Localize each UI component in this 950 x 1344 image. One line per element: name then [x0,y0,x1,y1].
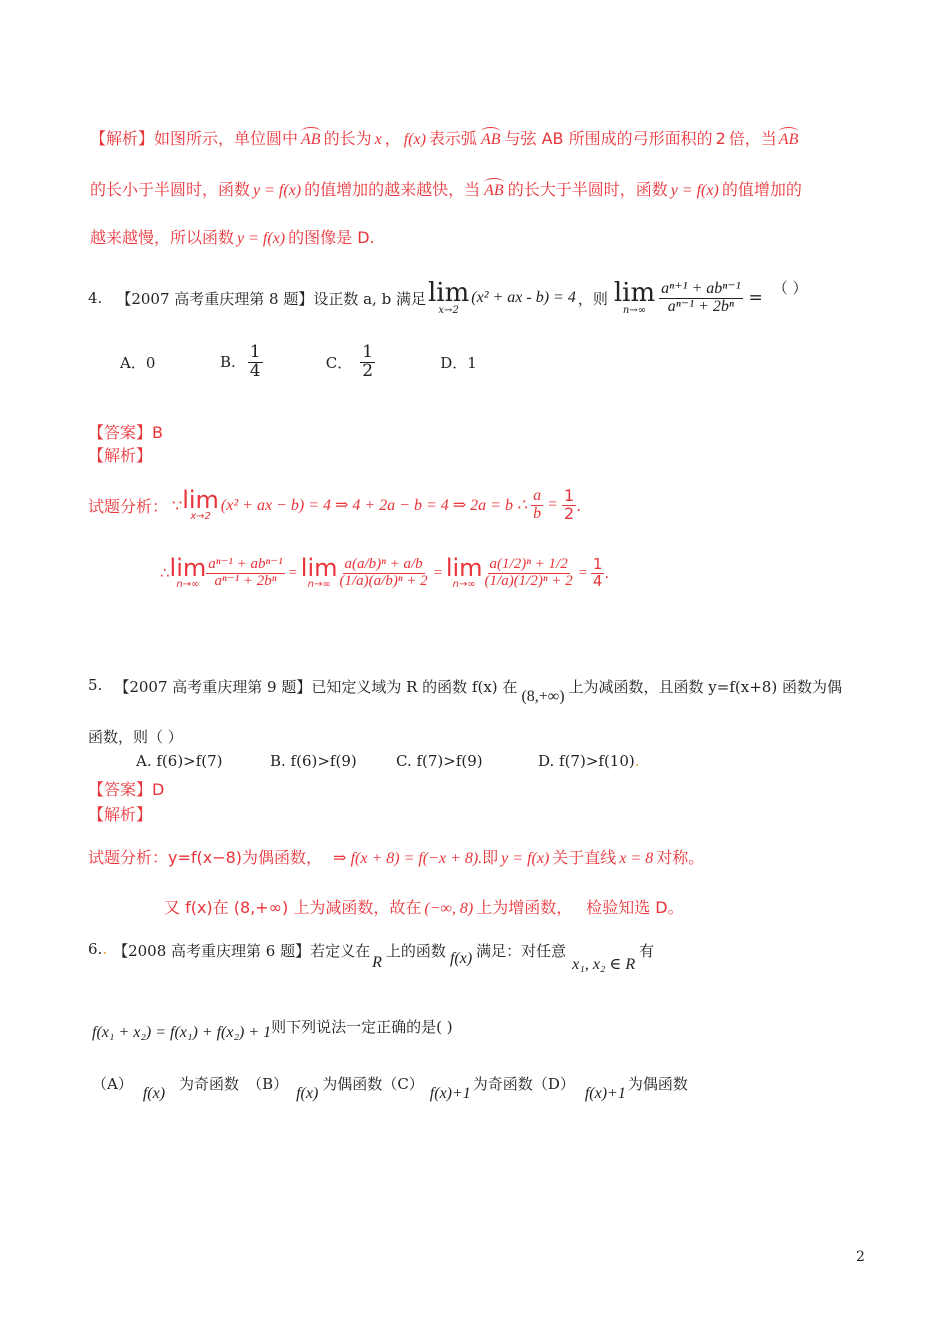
q4-option-b-fraction: $\frac{1}{4}$ [249,342,261,381]
q4-option-a: A．0 [120,353,156,372]
q4-limit-2: lim n→∞ [613,278,656,316]
q6-option-c-fx: f(x)+1 [429,1085,471,1102]
q4-option-b: B. [220,353,236,372]
q5-stem-line-1: 5. 【2007 高考重庆理第 9 题】 已知定义域为 R 的函数 f(x) 在 (8,+∞) 上为减函数，且函数 y=f(x+8) 函数为偶 [88,676,842,705]
q4-option-c: C． [325,353,353,372]
q6-option-c-text: 为奇函数 [472,1075,533,1093]
q6-option-d-text: 为偶函数 [627,1075,688,1093]
q5-stem-line-2: 函数，则（ ） [88,728,183,746]
q6-option-a-text: 为奇函数 [179,1075,240,1093]
q6-number: 6. [88,940,103,958]
q6-option-d-label: （D） [532,1075,575,1093]
q6-option-b-fx: f(x) [296,1085,319,1102]
q6-option-b-text: 为偶函数 [322,1075,383,1093]
q6-option-a-fx: f(x) [142,1085,166,1102]
q5-option-b: B. f(6)>f(9) [270,752,357,770]
q4-source: 【2007 高考重庆理第 8 题】 [116,289,314,308]
top-analysis-line-2: 的长小于半圆时，函数 y = f(x) 的值增加的越来越快，当 AB 的长大于半圆时，函数 y = f(x) 的值增加的 [90,180,802,199]
q4-solution-line-2: ∴ lim n→∞ $\frac{\text{aⁿ⁻¹ + abⁿ⁻¹}}{\text{aⁿ⁻¹ + 2bⁿ}}$ = lim n→∞ $\frac{\text{a(a/b)ⁿ + a/b}}{\text{(1/a)(a/b)ⁿ + 2}}$ = lim n→∞ $\frac{\text{a(1/2)ⁿ + 1/2}}{\text{(1/a)(1/2)ⁿ + 2}}$ = $\frac{1}{4}$ . [160,554,610,590]
q5-source: 【2007 高考重庆理第 9 题】 [114,678,312,696]
q4-option-d: D．1 [440,353,477,372]
top-analysis-line-1: 【解析】如图所示，单位圆中 AB 的长为 x ， f(x) 表示弧 AB 与弦 AB 所围成的弓形面积的 2 倍，当 AB [90,129,799,148]
q4-stem: 4. 【2007 高考重庆理第 8 题】 设正数 a, b 满足 lim x→2 (x² + ax - b) = 4 ，则 lim n→∞ $\frac{\text{aⁿ⁺¹ + abⁿ⁻¹}}{\text{aⁿ⁻¹ + 2bⁿ}}$ = （ ） [88,278,808,316]
q6-stem-line-1: 6. . 【2008 高考重庆理第 6 题】 若定义在 R 上的函数 f(x) 满足：对任意 x₁, x₂ ∈ R 有 [88,940,655,973]
q5-analysis-label: 【解析】 [88,805,153,824]
page-number: 2 [856,1249,865,1265]
q5-option-c: C. f(7)>f(9) [396,752,483,770]
analysis-label: 【解析】 [90,129,155,148]
q5-options: A. f(6)>f(7) B. f(6)>f(9) C. f(7)>f(9) D. f(7)>f(10) . [136,752,640,770]
q6-options [92,1073,688,1103]
q4-solution-line-1: 试题分析： ∵ lim x→2 (x² + ax − b) = 4 ⇒ 4 + 2a − b = 4 ⇒ 2a = b ∴ $\frac{a}{b}$ = $\frac{1}{2}$ . [88,486,582,523]
q6-option-d-fx: f(x)+1 [584,1085,626,1102]
q4-option-c-fraction: $\frac{1}{2}$ [362,342,374,381]
q6-option-a-label: （A） [92,1075,133,1093]
q4-options [120,344,477,381]
q6-stem-line-2: f(x₁ + x₂) = f(x₁) + f(x₂) + 1 则下列说法一定正确的是( ) [92,1018,453,1041]
q4-answer: 【答案】B [88,423,163,442]
q6-option-c-label: （C） [382,1075,424,1093]
q5-number: 5. [88,676,103,694]
top-analysis-line-3: 越来越慢，所以函数 y = f(x) 的图像是 D. [90,228,375,247]
q6-option-b-label: （B） [247,1075,289,1093]
q4-number: 4. [88,289,103,307]
q5-solution-line-1: 试题分析：y=f(x−8)为偶函数， ⇒ f(x + 8) = f(−x + 8).即 y = f(x) 关于直线 x = 8 对称。 [88,848,705,867]
q4-limit-1: lim x→2 [427,278,470,316]
q5-option-a: A. f(6)>f(7) [136,752,223,770]
q4-analysis-label: 【解析】 [88,446,153,465]
q5-option-d: D. f(7)>f(10) [538,752,635,770]
q4-fraction: $\frac{\text{aⁿ⁺¹ + abⁿ⁻¹}}{\text{aⁿ⁻¹ + 2bⁿ}}$ [661,279,741,315]
q5-answer: 【答案】D [88,780,165,799]
q6-source: 【2008 高考重庆理第 6 题】 [113,942,311,960]
q5-solution-line-2: 又 f(x)在 (8,+∞) 上为减函数，故在 (−∞, 8) 上为增函数， 检验知选 D。 [164,898,684,917]
arc-ab: AB [301,131,321,148]
